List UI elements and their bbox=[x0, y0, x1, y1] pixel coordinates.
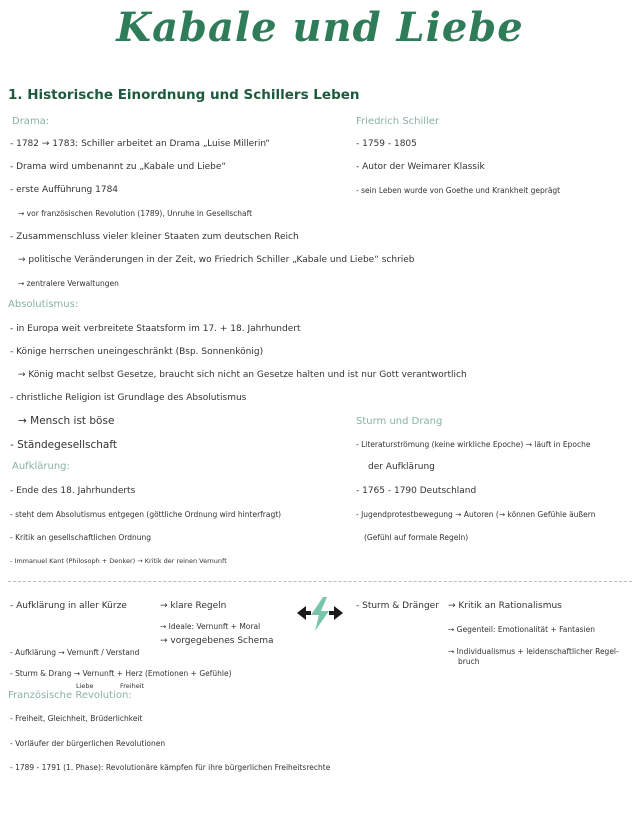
compare-left-item: → Ideale: Vernunft + Moral bbox=[160, 622, 261, 631]
compare-left-sub: - Sturm & Drang → Vernunft + Herz (Emotionen + Gefühle) bbox=[10, 669, 232, 678]
revolution-line: - 1789 - 1791 (1. Phase): Revolutionäre kämpfen für ihre bürgerlichen Freiheitsrechte bbox=[10, 763, 331, 772]
aufklaerung-line: - Immanuel Kant (Philosoph + Denker) → Kritik der reinen Vernunft bbox=[10, 557, 227, 565]
revolution-line: - Freiheit, Gleichheit, Brüderlichkeit bbox=[10, 714, 143, 723]
arrow-right-shaft bbox=[329, 611, 335, 615]
revolution-heading: Französische Revolution: bbox=[8, 690, 132, 701]
drama-heading: Drama: bbox=[12, 116, 50, 127]
section-divider bbox=[8, 581, 632, 582]
arrow-left bbox=[297, 606, 306, 620]
compare-right-item: → Individualismus + leidenschaftlicher Regel- bbox=[448, 647, 619, 656]
schiller-line: - sein Leben wurde von Goethe und Krankheit geprägt bbox=[356, 186, 561, 195]
sturm-line: - Jugendprotestbewegung → Autoren (→ können Gefühle äußern bbox=[356, 510, 596, 519]
sturm-line: (Gefühl auf formale Regeln) bbox=[364, 533, 469, 542]
compare-left-item: → vorgegebenes Schema bbox=[160, 636, 274, 646]
schiller-heading: Friedrich Schiller bbox=[356, 116, 440, 127]
absolutismus-line: - Könige herrschen uneingeschränkt (Bsp. Sonnenkönig) bbox=[10, 347, 264, 357]
aufklaerung-line: - Ende des 18. Jahrhunderts bbox=[10, 486, 136, 496]
absolutismus-heading: Absolutismus: bbox=[8, 299, 79, 310]
schiller-line: - 1759 - 1805 bbox=[356, 139, 417, 149]
drama-line: → politische Veränderungen in der Zeit, wo Friedrich Schiller „Kabale und Liebe“ schrieb bbox=[18, 255, 415, 265]
compare-right-main: - Sturm & Dränger bbox=[356, 601, 439, 611]
absolutismus-line: - christliche Religion ist Grundlage des Absolutismus bbox=[10, 393, 247, 403]
aufklaerung-line: - steht dem Absolutismus entgegen (göttliche Ordnung wird hinterfragt) bbox=[10, 510, 282, 519]
aufklaerung-heading: Aufklärung: bbox=[12, 461, 70, 472]
compare-note: Freiheit bbox=[120, 682, 145, 690]
drama-line: - erste Aufführung 1784 bbox=[10, 185, 119, 195]
arrow-right bbox=[334, 606, 343, 620]
arrow-left-shaft bbox=[305, 611, 311, 615]
drama-line: → vor französischen Revolution (1789), Unruhe in Gesellschaft bbox=[18, 209, 253, 218]
aufklaerung-line: - Kritik an gesellschaftlichen Ordnung bbox=[10, 533, 151, 542]
schiller-line: - Autor der Weimarer Klassik bbox=[356, 162, 485, 172]
sturm-heading: Sturm und Drang bbox=[356, 416, 443, 427]
compare-right-item: → Kritik an Rationalismus bbox=[448, 601, 562, 611]
compare-left-sub: - Aufklärung → Vernunft / Verstand bbox=[10, 648, 140, 657]
compare-left-item: → klare Regeln bbox=[160, 601, 227, 611]
drama-line: - 1782 → 1783: Schiller arbeitet an Drama „Luise Millerin“ bbox=[10, 139, 271, 149]
lightning-bolt bbox=[311, 597, 329, 631]
drama-line: → zentralere Verwaltungen bbox=[18, 279, 119, 288]
sturm-line: - 1765 - 1790 Deutschland bbox=[356, 486, 477, 496]
revolution-line: - Vorläufer der bürgerlichen Revolutionen bbox=[10, 739, 166, 748]
drama-line: - Drama wird umbenannt zu „Kabale und Liebe“ bbox=[10, 162, 227, 172]
absolutismus-line: - in Europa weit verbreitete Staatsform im 17. + 18. Jahrhundert bbox=[10, 324, 301, 334]
compare-right-item: bruch bbox=[458, 657, 480, 666]
absolutismus-line: - Ständegesellschaft bbox=[10, 439, 117, 451]
drama-line: - Zusammenschluss vieler kleiner Staaten zum deutschen Reich bbox=[10, 232, 299, 242]
sturm-line: - Literaturströmung (keine wirkliche Epoche) → läuft in Epoche bbox=[356, 440, 591, 449]
page-title: Kabale und Liebe bbox=[116, 4, 524, 51]
compare-left-main: - Aufklärung in aller Kürze bbox=[10, 601, 127, 611]
section-heading: 1. Historische Einordnung und Schillers Leben bbox=[8, 87, 360, 103]
sturm-line: der Aufklärung bbox=[368, 462, 435, 472]
lightning-vs-icon bbox=[296, 596, 344, 632]
compare-note: Liebe bbox=[76, 682, 94, 690]
compare-right-item: → Gegenteil: Emotionalität + Fantasien bbox=[448, 625, 596, 634]
absolutismus-line: → König macht selbst Gesetze, braucht sich nicht an Gesetze halten und ist nur Gott verantwortlich bbox=[18, 370, 467, 380]
absolutismus-line: → Mensch ist böse bbox=[18, 415, 115, 427]
